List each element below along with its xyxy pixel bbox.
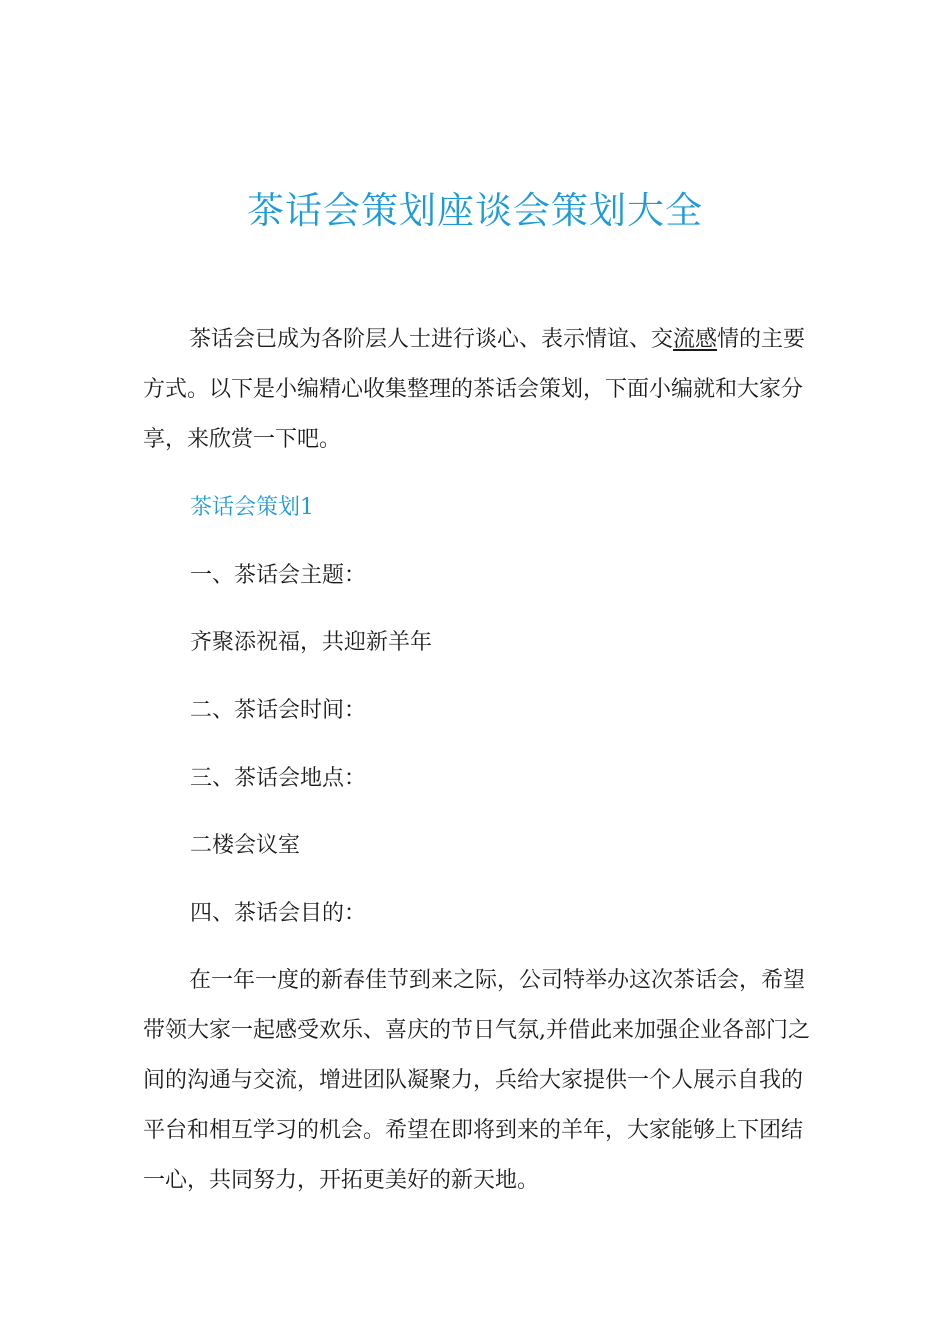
theme-value: 齐聚添祝福，共迎新羊年 [190,630,433,655]
intro-text-start: 茶话会已成为各阶层人士进行谈心、表示情谊、交 [189,327,674,352]
location-value: 二楼会议室 [190,833,301,858]
time-label: 二、茶话会时间： [190,698,367,723]
purpose-paragraph: 在一年一度的新春佳节到来之际，公司特举办这次茶话会，希望带领大家一起感受欢乐、喜庆的节日气氛,并借此来加强企业各部门之间的沟通与交流，增进团队凝聚力，兵给大家提供一个人展示自我的平台和相互学习的机会。希望在即将到来的羊年，大家能够上下团结一心，共同努力，开拓更美好的新天地。 [143,968,810,1193]
document-title: 茶话会策划座谈会策划大全 [247,189,703,232]
purpose-label: 四、茶话会目的： [190,901,367,926]
location-label: 三、茶话会地点： [190,766,367,791]
intro-link[interactable]: 流感 [673,327,718,352]
intro-paragraph [143,315,811,465]
intro-text-end: 情的主要方式。以下是小编精心收集整理的茶话会策划，下面小编就和大家分享，来欣赏一下吧。 [143,327,806,452]
theme-label: 一、茶话会主题： [190,563,367,588]
section-heading: 茶话会策划1 [190,495,314,520]
